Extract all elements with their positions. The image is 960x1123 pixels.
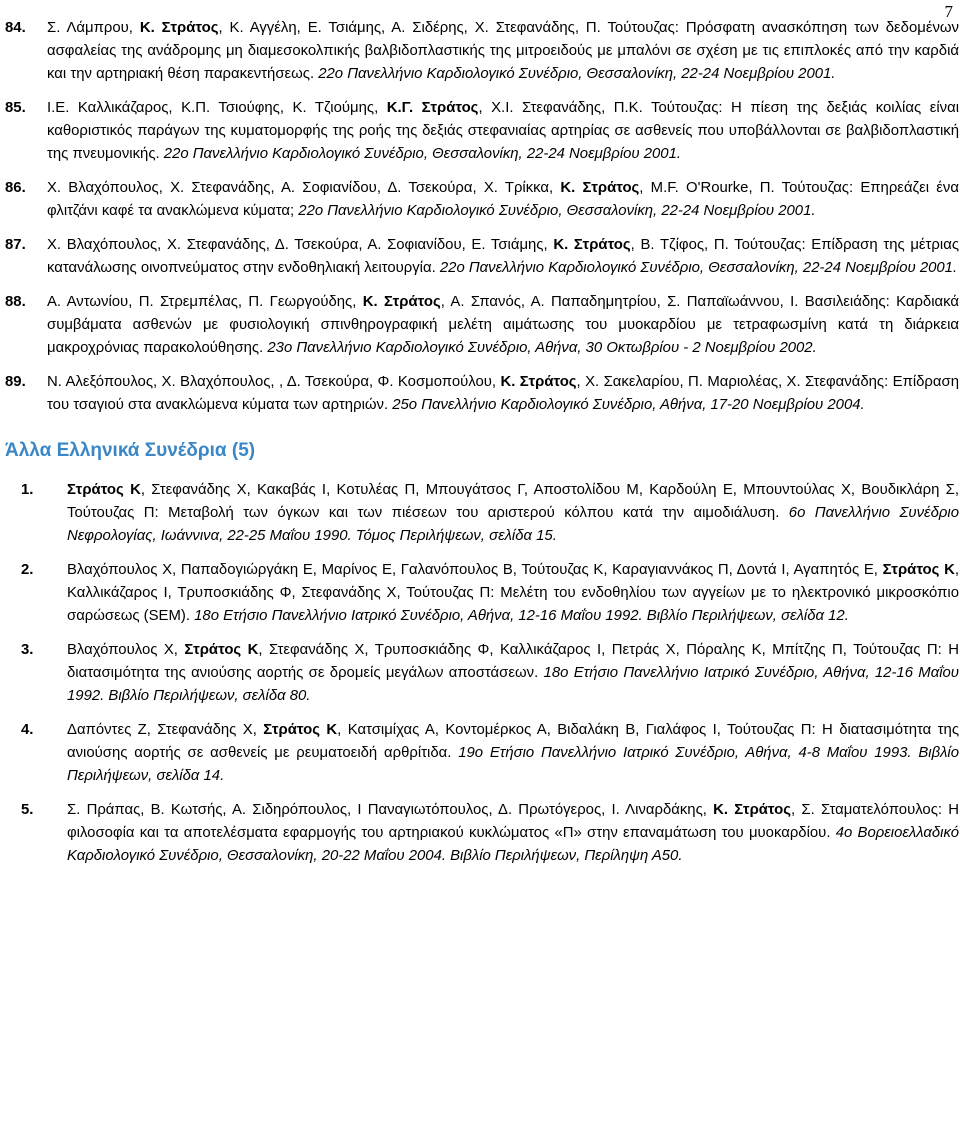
highlighted-author: Στράτος Κ [67, 482, 141, 498]
authors-and-title: , M.F. O'Rourke, Π. Τούτουζας: Επηρεάζει ένα φλιτζάνι καφέ τα ανακλώμενα κύματα; [47, 180, 959, 219]
entry-text [67, 479, 959, 548]
venue: 18ο Ετήσιο Πανελλήνιο Ιατρικό Συνέδριο, Αθήνα, 12-16 Μαΐου 1992. Βιβλίο Περιλήψεων, σελίδα 12. [194, 608, 849, 624]
entry-gap [5, 280, 959, 291]
list-item [5, 559, 959, 628]
venue: 4ο Βορειοελλαδικό Καρδιολογικό Συνέδριο, Θεσσαλονίκη, 20-22 Μαΐου 2004. Βιβλίο Περιλήψεων, Περίληψη Α50. [67, 825, 959, 864]
entry-gap [5, 628, 959, 639]
other-conference-entries [5, 479, 959, 868]
entry-number: 84. [5, 20, 26, 36]
entry-number: 86. [5, 180, 26, 196]
authors-before: Σ. Λάμπρου, [47, 20, 140, 36]
authors-before: Α. Αντωνίου, Π. Στρεμπέλας, Π. Γεωργούδης, [47, 294, 363, 310]
venue: 22ο Πανελλήνιο Καρδιολογικό Συνέδριο, Θεσσαλονίκη, 22-24 Νοεμβρίου 2001. [298, 203, 816, 219]
entry-number: 3. [21, 642, 34, 658]
authors-and-title: , Κατσιμίχας Α, Κοντομέρκος Α, Βιδαλάκη Β, Γιαλάφος Ι, Τούτουζας Π: Η διατασιμότητα της ανιούσης αορτής σε ασθενείς με ρευματοειδή αρθρίτιδα. [67, 722, 960, 761]
entry-text [47, 97, 959, 166]
highlighted-author: Στράτος Κ [882, 562, 955, 578]
authors-before: Βλαχόπουλος Χ, [67, 642, 185, 658]
publication-list [5, 17, 959, 868]
highlighted-author: Κ. Στράτος [560, 180, 640, 196]
entry-text [67, 559, 959, 628]
authors-before: Σ. Πράπας, Β. Κωτσής, Α. Σιδηρόπουλος, Ι Παναγιωτόπουλος, Δ. Πρωτόγερος, Ι. Λιναρδάκης, [67, 802, 714, 818]
venue: 22ο Πανελλήνιο Καρδιολογικό Συνέδριο, Θεσσαλονίκη, 22-24 Νοεμβρίου 2001. [318, 66, 836, 82]
entry-number: 85. [5, 100, 26, 116]
entry-text [47, 291, 959, 360]
entry-number: 89. [5, 374, 26, 390]
venue: 23ο Πανελλήνιο Καρδιολογικό Συνέδριο, Αθήνα, 30 Οκτωβρίου - 2 Νοεμβρίου 2002. [267, 340, 817, 356]
entry-number: 2. [21, 562, 34, 578]
list-item [5, 97, 959, 166]
entry-gap [5, 86, 959, 97]
authors-before: Χ. Βλαχόπουλος, Χ. Στεφανάδης, Α. Σοφιανίδου, Δ. Τσεκούρα, Χ. Τρίκκα, [47, 180, 561, 196]
authors-before: Χ. Βλαχόπουλος, Χ. Στεφανάδης, Δ. Τσεκούρα, Α. Σοφιανίδου, Ε. Τσιάμης, [47, 237, 554, 253]
highlighted-author: Στράτος Κ [263, 722, 338, 738]
entry-text [47, 371, 959, 417]
authors-before: Ν. Αλεξόπουλος, Χ. Βλαχόπουλος, , Δ. Τσεκούρα, Φ. Κοσμοπούλου, [47, 374, 501, 390]
entry-number: 4. [21, 722, 34, 738]
authors-and-title: , Κ. Αγγέλη, Ε. Τσιάμης, Α. Σιδέρης, Χ. Στεφανάδης, Π. Τούτουζας: Πρόσφατη ανασκόπηση των δεδομένων ασφαλείας της ανάδρομης μη διαμεσοκολπικής βαλβιδοπλαστικής της μιτροειδούς με μπαλόνι σε σχέση με τις επιπλοκές από την καρδιά και την αρτηριακή θέση παρακεντήσεως. [47, 20, 959, 82]
venue: 6ο Πανελλήνιο Συνέδριο Νεφρολογίας, Ιωάννινα, 22-25 Μαΐου 1990. Τόμος Περιλήψεων, σελίδα 15. [67, 505, 959, 544]
venue: 25ο Πανελλήνιο Καρδιολογικό Συνέδριο, Αθήνα, 17-20 Νοεμβρίου 2004. [392, 397, 865, 413]
authors-and-title: , Στεφανάδης Χ, Τρυποσκιάδης Φ, Καλλικάζαρος Ι, Πετράς Χ, Πόραλης Κ, Μπίτζης Π, Τούτουζας Π: Η διατασιμότητα της ανιούσης αορτής σε δρομείς μεγάλων αποστάσεων. [67, 642, 959, 681]
authors-and-title: , Α. Σπανός, Α. Παπαδημητρίου, Σ. Παπαϊωάννου, Ι. Βασιλειάδης: Καρδιακά συμβάματα ασθενών με φυσιολογική σπινθηρογραφική μελέτη αιμάτωσης του μυοκαρδίου με τετραφωσμίνη κατά τη διάρκεια μακροχρόνιας παρακολούθησης. [47, 294, 959, 356]
entry-gap [5, 548, 959, 559]
list-item [5, 639, 959, 708]
venue: 19ο Ετήσιο Πανελλήνιο Ιατρικό Συνέδριο, Αθήνα, 4-8 Μαΐου 1993. Βιβλίο Περιλήψεων, σελίδα 14. [67, 745, 959, 784]
entry-text [67, 799, 959, 868]
highlighted-author: Στράτος Κ [184, 642, 259, 658]
highlighted-author: Κ. Στράτος [500, 374, 577, 390]
entry-text [47, 17, 959, 86]
venue: 22ο Πανελλήνιο Καρδιολογικό Συνέδριο, Θεσσαλονίκη, 22-24 Νοεμβρίου 2001. [439, 260, 958, 276]
highlighted-author: Κ.Γ. Στράτος [386, 100, 479, 116]
entry-number: 5. [21, 802, 34, 818]
authors-and-title: , Β. Τζίφος, Π. Τούτουζας: Επίδραση της μέτριας κατανάλωσης οινοπνεύματος στην ενδοθηλιακή λειτουργία. [47, 237, 959, 276]
authors-and-title: , Χ. Σακελαρίου, Π. Μαριολέας, Χ. Στεφανάδης: Επίδραση του τσαγιού στα ανακλώμενα κύματα των αρτηριών. [47, 374, 959, 413]
section-heading: Άλλα Ελληνικά Συνέδρια (5) [5, 440, 256, 461]
entry-number: 87. [5, 237, 26, 253]
highlighted-author: Κ. Στράτος [713, 802, 792, 818]
highlighted-author: Κ. Στράτος [362, 294, 441, 310]
conference-entries [5, 17, 959, 417]
list-item [5, 479, 959, 548]
list-item [5, 291, 959, 360]
authors-and-title: , Στεφανάδης Χ, Κακαβάς Ι, Κοτυλέας Π, Μπουγάτσος Γ, Αποστολίδου Μ, Καρδούλη Ε, Μπουντούλας Χ, Βουδικλάρη Σ, Τούτουζας Π: Μεταβολή των όγκων και των πιέσεων του αριστερού κόλπου κατά την αιμοδιάλυση. [67, 482, 959, 521]
authors-and-title: , Χ.Ι. Στεφανάδης, Π.Κ. Τούτουζας: Η πίεση της δεξιάς κοιλίας είναι καθοριστικός παράγων της κυματομορφής της ροής της δεξιάς στεφανιαίας αρτηρίας σε ασθενείς που υποβάλλονται σε βαλβιδοπλαστική της πνευμονικής. [47, 100, 960, 162]
entry-gap [5, 788, 959, 799]
entry-gap [5, 166, 959, 177]
list-item [5, 234, 959, 280]
entry-gap [5, 223, 959, 234]
list-item [5, 177, 959, 223]
venue: 18ο Ετήσιο Πανελλήνιο Ιατρικό Συνέδριο, Αθήνα, 12-16 Μαΐου 1992. Βιβλίο Περιλήψεων, σελίδα 80. [67, 665, 959, 704]
list-item [5, 719, 959, 788]
entry-text [67, 719, 959, 788]
entry-text [47, 177, 959, 223]
authors-and-title: , Σ. Σταματελόπουλος: Η φιλοσοφία και τα αποτελέσματα εφαρμογής του αρτηριακού κυκλώματος «Π» στην επαναμάτωση του μυοκαρδίου. [67, 802, 960, 841]
authors-before: Ι.Ε. Καλλικάζαρος, Κ.Π. Τσιούφης, Κ. Τζιούμης, [47, 100, 387, 116]
entry-number: 88. [5, 294, 26, 310]
list-item [5, 799, 959, 868]
highlighted-author: Κ. Στράτος [553, 237, 631, 253]
entry-gap [5, 708, 959, 719]
entry-text [47, 234, 959, 280]
authors-before: Βλαχόπουλος Χ, Παπαδογιώργάκη Ε, Μαρίνος Ε, Γαλανόπουλος Β, Τούτουζας Κ, Καραγιαννάκος Π, Δοντά Ι, Αγαπητός Ε, [67, 562, 883, 578]
venue: 22ο Πανελλήνιο Καρδιολογικό Συνέδριο, Θεσσαλονίκη, 22-24 Νοεμβρίου 2001. [163, 146, 681, 162]
entry-number: 1. [21, 482, 34, 498]
entry-text [67, 639, 959, 708]
list-item [5, 371, 959, 417]
entry-gap [5, 360, 959, 371]
authors-and-title: , Καλλικάζαρος Ι, Τρυποσκιάδης Φ, Στεφανάδης Χ, Τούτουζας Π: Μελέτη του ενδοθηλίου των αγγείων με το ηλεκτρονικό μικροσκόπιο σαρώσεως (SEM). [67, 562, 959, 624]
authors-before: Δαπόντες Ζ, Στεφανάδης Χ, [67, 722, 264, 738]
list-item [5, 17, 959, 86]
page-number: 7 [944, 2, 953, 21]
highlighted-author: Κ. Στράτος [139, 20, 219, 36]
